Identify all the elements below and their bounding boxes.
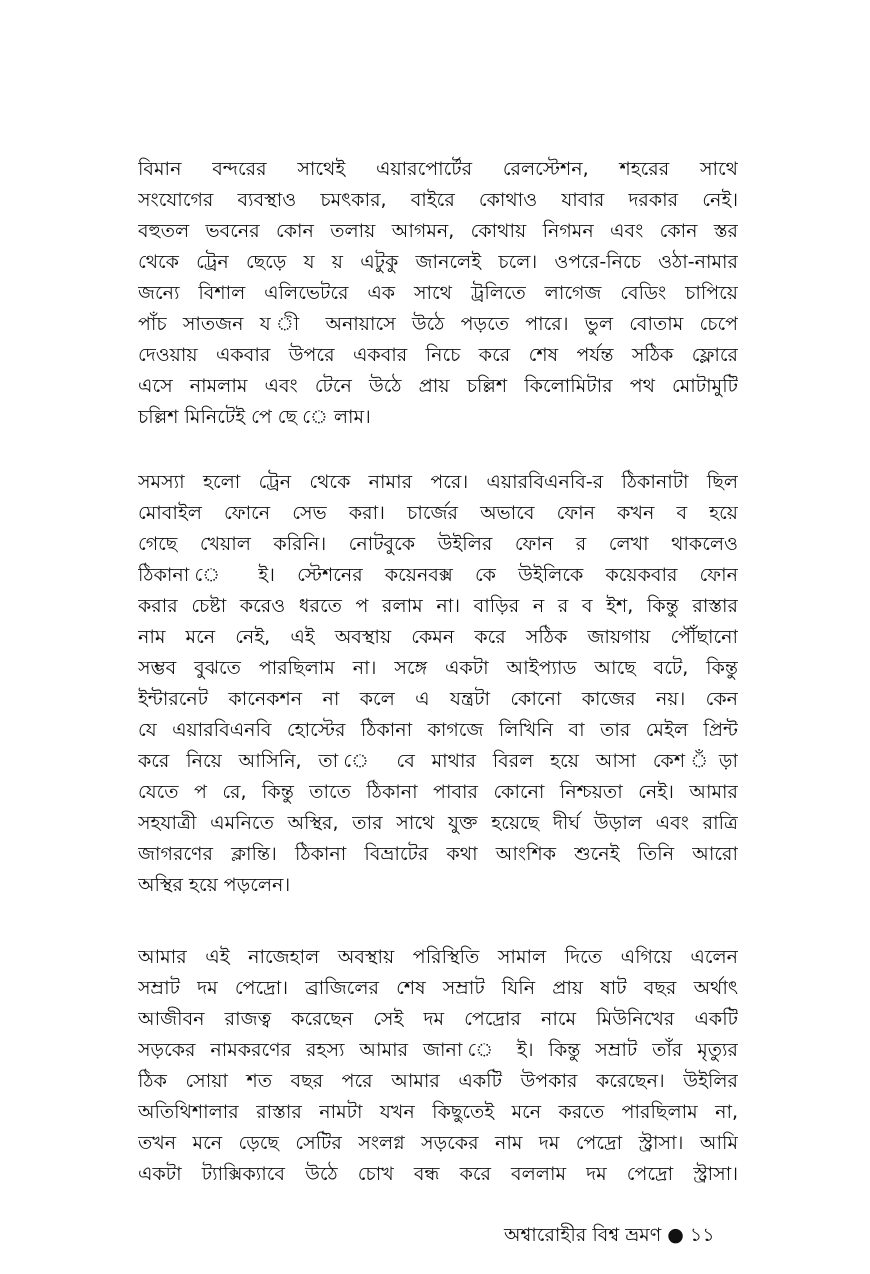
text-line: থেকে ট্রেন ছেড়ে য য় এটুকু জানলেই চলে। ওপরে-নিচে ওঠা-নামার bbox=[138, 251, 738, 273]
text-line: সমস্যা হলো ট্রেন থেকে নামার পরে। এয়ারবিএনবি-র ঠিকানাটা ছিল bbox=[138, 471, 738, 493]
text-line: অস্থির হয়ে পড়লেন। bbox=[138, 874, 291, 896]
paragraph-1 bbox=[138, 154, 738, 433]
text-line: তখন মনে ড়েছে সেটির সংলগ্ন সড়কের নাম দম পেদ্রো স্ট্রাসা। আমি bbox=[138, 1132, 738, 1154]
text-line: সম্ভব বুঝতে পারছিলাম না। সঙ্গে একটা আইপ্যাড আছে বটে, কিন্তু bbox=[138, 657, 738, 679]
text-line: ঠিকানা ে ই। স্টেশনের কয়েনবক্স কে উইলিকে কয়েকবার ফোন bbox=[138, 564, 738, 586]
text-line: জাগরণের ক্লান্তি। ঠিকানা বিভ্রাটের কথা আংশিক শুনেই তিনি আরো bbox=[138, 843, 738, 865]
text-line: সড়কের নামকরণের রহস্য আমার জানা ে ই। কিন্তু সম্রাট তাঁর মৃত্যুর bbox=[138, 1039, 738, 1061]
text-line: একটা ট্যাক্সিক্যাবে উঠে চোখ বন্ধ করে বললাম দম পেদ্রো স্ট্রাসা। bbox=[138, 1163, 738, 1185]
text-line: যেতে প রে, কিন্তু তাতে ঠিকানা পাবার কোনো নিশ্চয়তা নেই। আমার bbox=[138, 781, 738, 803]
text-line: ইন্টারনেট কানেকশন না কলে এ যন্ত্রটা কোনো কাজের নয়। কেন bbox=[138, 688, 738, 710]
text-line: আজীবন রাজত্ব করেছেন সেই দম পেদ্রোর নামে মিউনিখের একটি bbox=[138, 1008, 738, 1030]
text-line: সম্রাট দম পেদ্রো। ব্রাজিলের শেষ সম্রাট যিনি প্রায় ষাট বছর অর্থাৎ bbox=[138, 977, 738, 999]
text-line: দেওয়ায় একবার উপরে একবার নিচে করে শেষ পর্যন্ত সঠিক ফ্লোরে bbox=[138, 344, 738, 366]
text-line: বহুতল ভবনের কোন তলায় আগমন, কোথায় নিগমন এবং কোন স্তর bbox=[138, 220, 738, 242]
paragraph-2 bbox=[138, 467, 738, 901]
page-number: ১১ bbox=[689, 1224, 715, 1246]
text-line: মোবাইল ফোনে সেভ করা। চার্জের অভাবে ফোন কখন ব হয়ে bbox=[138, 502, 738, 524]
text-line: সহযাত্রী এমনিতে অস্থির, তার সাথে যুক্ত হয়েছে দীর্ঘ উড়াল এবং রাত্রি bbox=[138, 812, 738, 834]
text-line: পাঁচ সাতজন য ী অনায়াসে উঠে পড়তে পারে। ভুল বোতাম চেপে bbox=[138, 313, 738, 335]
paragraph-3 bbox=[138, 942, 738, 1190]
text-line: আমার এই নাজেহাল অবস্থায় পরিস্থিতি সামাল দিতে এগিয়ে এলেন bbox=[138, 946, 738, 968]
text-line: অতিথিশালার রাস্তার নামটা যখন কিছুতেই মনে করতে পারছিলাম না, bbox=[138, 1101, 738, 1123]
text-line: জন্যে বিশাল এলিভেটরে এক সাথে ট্রলিতে লাগেজ বেডিং চাপিয়ে bbox=[138, 282, 738, 304]
text-line: ঠিক সোয়া শত বছর পরে আমার একটি উপকার করেছেন। উইলির bbox=[138, 1070, 738, 1092]
text-line: করে নিয়ে আসিনি, তা ে বে মাথার বিরল হয়ে আসা কেশ ঁড়া bbox=[138, 750, 738, 772]
running-title: অশ্বারোহীর বিশ্ব ভ্রমণ bbox=[504, 1224, 662, 1246]
footer-separator-bullet: ● bbox=[667, 1224, 684, 1246]
text-line: নাম মনে নেই, এই অবস্থায় কেমন করে সঠিক জায়গায় পৌঁছানো bbox=[138, 626, 738, 648]
text-line: করার চেষ্টা করেও ধরতে প রলাম না। বাড়ির ন র ব ইশ, কিন্তু রাস্তার bbox=[138, 595, 738, 617]
page-footer bbox=[504, 1222, 715, 1248]
text-line: গেছে খেয়াল করিনি। নোটবুকে উইলির ফোন র লেখা থাকলেও bbox=[138, 533, 738, 555]
text-line: সংযোগের ব্যবস্থাও চমৎকার, বাইরে কোথাও যাবার দরকার নেই। bbox=[138, 189, 738, 211]
text-line: চল্লিশ মিনিটেই পে ছে ে লাম। bbox=[138, 406, 371, 428]
text-line: যে এয়ারবিএনবি হোস্টের ঠিকানা কাগজে লিখিনি বা তার মেইল প্রিন্ট bbox=[138, 719, 738, 741]
text-line: বিমান বন্দরের সাথেই এয়ারপোর্টের রেলস্টেশন, শহরের সাথে bbox=[138, 158, 738, 180]
text-line: এসে নামলাম এবং টেনে উঠে প্রায় চল্লিশ কিলোমিটার পথ মোটামুটি bbox=[138, 375, 738, 397]
